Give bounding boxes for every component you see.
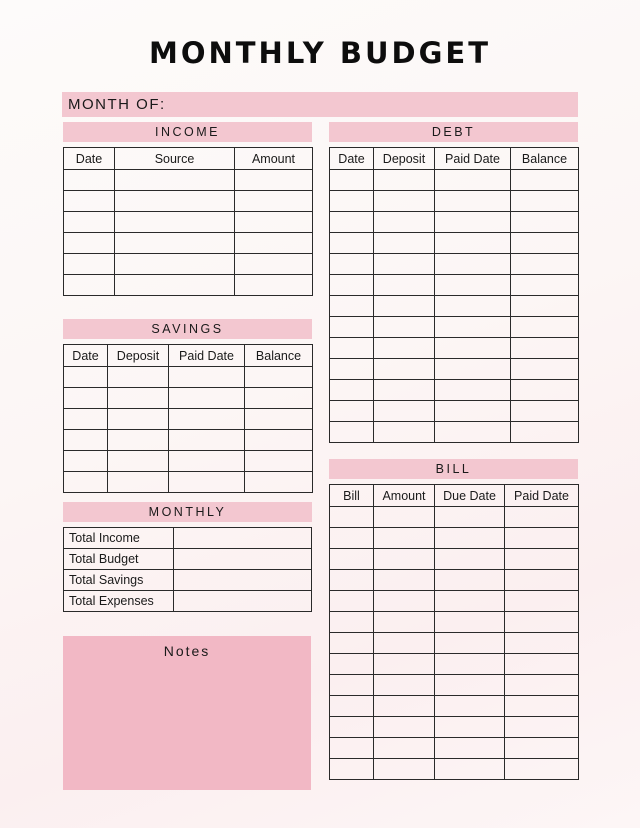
debt-cell[interactable] xyxy=(435,275,511,296)
bill-cell[interactable] xyxy=(330,759,374,780)
savings-col-date: Date xyxy=(64,345,108,367)
bill-col-paid-date: Paid Date xyxy=(505,485,579,507)
debt-cell[interactable] xyxy=(374,317,435,338)
bill-cell[interactable] xyxy=(374,507,435,528)
income-cell[interactable] xyxy=(115,275,235,296)
bill-cell[interactable] xyxy=(435,738,505,759)
bill-header: BILL xyxy=(329,459,578,479)
bill-cell[interactable] xyxy=(435,759,505,780)
bill-cell[interactable] xyxy=(505,507,579,528)
income-cell[interactable] xyxy=(64,233,115,254)
bill-cell[interactable] xyxy=(330,696,374,717)
monthly-row-total-expenses xyxy=(64,591,312,612)
bill-row xyxy=(330,717,579,738)
income-cell[interactable] xyxy=(235,212,313,233)
debt-cell[interactable] xyxy=(374,170,435,191)
income-cell[interactable] xyxy=(115,191,235,212)
debt-cell[interactable] xyxy=(374,380,435,401)
savings-cell[interactable] xyxy=(108,472,169,493)
income-cell[interactable] xyxy=(235,170,313,191)
savings-cell[interactable] xyxy=(64,388,108,409)
debt-row xyxy=(330,296,579,317)
bill-cell[interactable] xyxy=(330,633,374,654)
bill-row xyxy=(330,759,579,780)
total-income-value[interactable] xyxy=(174,528,312,549)
debt-row xyxy=(330,359,579,380)
debt-cell[interactable] xyxy=(435,296,511,317)
monthly-header: MONTHLY xyxy=(63,502,312,522)
bill-row xyxy=(330,675,579,696)
savings-row xyxy=(64,451,313,472)
bill-cell[interactable] xyxy=(374,612,435,633)
debt-row xyxy=(330,401,579,422)
bill-cell[interactable] xyxy=(435,717,505,738)
debt-cell[interactable] xyxy=(330,254,374,275)
debt-col-date: Date xyxy=(330,148,374,170)
debt-row xyxy=(330,380,579,401)
debt-cell[interactable] xyxy=(435,191,511,212)
savings-col-deposit: Deposit xyxy=(108,345,169,367)
savings-cell[interactable] xyxy=(169,367,245,388)
savings-row xyxy=(64,472,313,493)
debt-cell[interactable] xyxy=(330,191,374,212)
bill-col-bill: Bill xyxy=(330,485,374,507)
debt-cell[interactable] xyxy=(374,233,435,254)
debt-cell[interactable] xyxy=(435,212,511,233)
savings-row xyxy=(64,430,313,451)
income-cell[interactable] xyxy=(115,212,235,233)
debt-cell[interactable] xyxy=(511,422,579,443)
savings-row xyxy=(64,409,313,430)
debt-cell[interactable] xyxy=(330,275,374,296)
debt-cell[interactable] xyxy=(435,338,511,359)
bill-cell[interactable] xyxy=(505,633,579,654)
bill-cell[interactable] xyxy=(330,591,374,612)
bill-row xyxy=(330,633,579,654)
monthly-row-total-budget xyxy=(64,549,312,570)
debt-cell[interactable] xyxy=(330,233,374,254)
debt-cell[interactable] xyxy=(435,254,511,275)
income-col-date: Date xyxy=(64,148,115,170)
debt-row xyxy=(330,317,579,338)
bill-cell[interactable] xyxy=(330,549,374,570)
bill-cell[interactable] xyxy=(505,696,579,717)
savings-cell[interactable] xyxy=(64,430,108,451)
bill-cell[interactable] xyxy=(374,591,435,612)
bill-row xyxy=(330,591,579,612)
savings-cell[interactable] xyxy=(64,367,108,388)
debt-col-deposit: Deposit xyxy=(374,148,435,170)
debt-cell[interactable] xyxy=(511,170,579,191)
debt-cell[interactable] xyxy=(511,401,579,422)
bill-cell[interactable] xyxy=(374,738,435,759)
bill-cell[interactable] xyxy=(374,633,435,654)
savings-cell[interactable] xyxy=(245,430,313,451)
income-cell[interactable] xyxy=(235,191,313,212)
bill-cell[interactable] xyxy=(435,528,505,549)
page-title: MONTHLY BUDGET xyxy=(148,36,491,70)
income-cell[interactable] xyxy=(64,212,115,233)
debt-cell[interactable] xyxy=(330,296,374,317)
debt-cell[interactable] xyxy=(435,170,511,191)
debt-header-row xyxy=(330,148,579,170)
savings-cell[interactable] xyxy=(169,430,245,451)
debt-col-balance: Balance xyxy=(511,148,579,170)
bill-cell[interactable] xyxy=(505,654,579,675)
bill-cell[interactable] xyxy=(505,738,579,759)
savings-cell[interactable] xyxy=(245,451,313,472)
debt-cell[interactable] xyxy=(330,401,374,422)
bill-cell[interactable] xyxy=(374,528,435,549)
debt-cell[interactable] xyxy=(435,380,511,401)
savings-cell[interactable] xyxy=(245,409,313,430)
income-header-row xyxy=(64,148,313,170)
total-savings-value[interactable] xyxy=(174,570,312,591)
savings-cell[interactable] xyxy=(245,367,313,388)
bill-cell[interactable] xyxy=(435,675,505,696)
debt-cell[interactable] xyxy=(374,401,435,422)
bill-cell[interactable] xyxy=(435,696,505,717)
income-table xyxy=(63,147,313,296)
savings-cell[interactable] xyxy=(169,451,245,472)
debt-cell[interactable] xyxy=(435,422,511,443)
income-col-source: Source xyxy=(115,148,235,170)
bill-cell[interactable] xyxy=(505,591,579,612)
debt-cell[interactable] xyxy=(511,275,579,296)
savings-header: SAVINGS xyxy=(63,319,312,339)
total-savings-label: Total Savings xyxy=(64,570,174,591)
bill-row xyxy=(330,570,579,591)
bill-cell[interactable] xyxy=(505,675,579,696)
debt-cell[interactable] xyxy=(511,233,579,254)
bill-cell[interactable] xyxy=(435,612,505,633)
bill-cell[interactable] xyxy=(505,759,579,780)
bill-col-amount: Amount xyxy=(374,485,435,507)
debt-row xyxy=(330,254,579,275)
income-cell[interactable] xyxy=(115,254,235,275)
debt-cell[interactable] xyxy=(511,296,579,317)
debt-cell[interactable] xyxy=(374,338,435,359)
bill-cell[interactable] xyxy=(505,717,579,738)
income-row xyxy=(64,212,313,233)
bill-row xyxy=(330,612,579,633)
savings-cell[interactable] xyxy=(169,409,245,430)
savings-col-paid-date: Paid Date xyxy=(169,345,245,367)
total-budget-label: Total Budget xyxy=(64,549,174,570)
debt-cell[interactable] xyxy=(330,170,374,191)
bill-cell[interactable] xyxy=(330,738,374,759)
bill-cell[interactable] xyxy=(505,570,579,591)
bill-cell[interactable] xyxy=(374,570,435,591)
savings-cell[interactable] xyxy=(108,409,169,430)
savings-cell[interactable] xyxy=(64,472,108,493)
income-cell[interactable] xyxy=(115,170,235,191)
bill-cell[interactable] xyxy=(330,528,374,549)
bill-col-due-date: Due Date xyxy=(435,485,505,507)
bill-cell[interactable] xyxy=(330,654,374,675)
income-row xyxy=(64,233,313,254)
savings-header-row xyxy=(64,345,313,367)
debt-row xyxy=(330,170,579,191)
debt-cell[interactable] xyxy=(374,254,435,275)
bill-row xyxy=(330,528,579,549)
savings-cell[interactable] xyxy=(108,451,169,472)
debt-cell[interactable] xyxy=(511,212,579,233)
debt-cell[interactable] xyxy=(435,317,511,338)
bill-row xyxy=(330,654,579,675)
bill-cell[interactable] xyxy=(330,507,374,528)
income-row xyxy=(64,254,313,275)
bill-cell[interactable] xyxy=(435,507,505,528)
debt-cell[interactable] xyxy=(511,191,579,212)
bill-cell[interactable] xyxy=(505,528,579,549)
bill-cell[interactable] xyxy=(330,717,374,738)
bill-row xyxy=(330,738,579,759)
debt-table xyxy=(329,147,579,443)
bill-row xyxy=(330,507,579,528)
income-cell[interactable] xyxy=(64,254,115,275)
bill-cell[interactable] xyxy=(435,654,505,675)
bill-row xyxy=(330,549,579,570)
debt-row xyxy=(330,422,579,443)
debt-cell[interactable] xyxy=(435,401,511,422)
total-expenses-label: Total Expenses xyxy=(64,591,174,612)
debt-cell[interactable] xyxy=(511,338,579,359)
income-row xyxy=(64,275,313,296)
bill-header-row xyxy=(330,485,579,507)
month-of-label: MONTH OF: xyxy=(68,96,166,113)
debt-cell[interactable] xyxy=(330,317,374,338)
debt-col-paid-date: Paid Date xyxy=(435,148,511,170)
bill-cell[interactable] xyxy=(374,675,435,696)
savings-cell[interactable] xyxy=(108,388,169,409)
bill-row xyxy=(330,696,579,717)
monthly-row-total-income xyxy=(64,528,312,549)
debt-cell[interactable] xyxy=(374,212,435,233)
savings-cell[interactable] xyxy=(108,430,169,451)
bill-cell[interactable] xyxy=(330,570,374,591)
bill-cell[interactable] xyxy=(435,570,505,591)
debt-cell[interactable] xyxy=(374,422,435,443)
debt-row xyxy=(330,191,579,212)
bill-cell[interactable] xyxy=(374,717,435,738)
debt-cell[interactable] xyxy=(511,380,579,401)
debt-cell[interactable] xyxy=(435,233,511,254)
bill-cell[interactable] xyxy=(374,759,435,780)
debt-cell[interactable] xyxy=(374,275,435,296)
bill-cell[interactable] xyxy=(435,549,505,570)
monthly-row-total-savings xyxy=(64,570,312,591)
savings-cell[interactable] xyxy=(64,451,108,472)
savings-cell[interactable] xyxy=(169,472,245,493)
bill-cell[interactable] xyxy=(435,591,505,612)
bill-cell[interactable] xyxy=(374,654,435,675)
debt-header: DEBT xyxy=(329,122,578,142)
income-row xyxy=(64,170,313,191)
income-cell[interactable] xyxy=(235,275,313,296)
income-header: INCOME xyxy=(63,122,312,142)
debt-cell[interactable] xyxy=(330,212,374,233)
savings-cell[interactable] xyxy=(64,409,108,430)
savings-col-balance: Balance xyxy=(245,345,313,367)
income-row xyxy=(64,191,313,212)
debt-cell[interactable] xyxy=(330,359,374,380)
bill-cell[interactable] xyxy=(505,612,579,633)
bill-cell[interactable] xyxy=(330,675,374,696)
savings-cell[interactable] xyxy=(169,388,245,409)
debt-cell[interactable] xyxy=(374,191,435,212)
monthly-table xyxy=(63,527,312,612)
bill-cell[interactable] xyxy=(505,549,579,570)
notes-title: Notes xyxy=(163,643,211,659)
total-income-label: Total Income xyxy=(64,528,174,549)
savings-cell[interactable] xyxy=(245,388,313,409)
bill-table xyxy=(329,484,579,780)
income-cell[interactable] xyxy=(235,233,313,254)
debt-row xyxy=(330,338,579,359)
income-cell[interactable] xyxy=(235,254,313,275)
debt-row xyxy=(330,275,579,296)
debt-cell[interactable] xyxy=(511,254,579,275)
bill-cell[interactable] xyxy=(435,633,505,654)
debt-cell[interactable] xyxy=(374,359,435,380)
debt-cell[interactable] xyxy=(330,338,374,359)
savings-table xyxy=(63,344,313,493)
debt-row xyxy=(330,212,579,233)
debt-cell[interactable] xyxy=(435,359,511,380)
income-cell[interactable] xyxy=(64,191,115,212)
savings-row xyxy=(64,388,313,409)
debt-cell[interactable] xyxy=(511,359,579,380)
savings-cell[interactable] xyxy=(245,472,313,493)
savings-cell[interactable] xyxy=(108,367,169,388)
notes-box[interactable] xyxy=(63,636,311,790)
debt-cell[interactable] xyxy=(330,422,374,443)
debt-cell[interactable] xyxy=(330,380,374,401)
debt-row xyxy=(330,233,579,254)
bill-cell[interactable] xyxy=(374,696,435,717)
bill-cell[interactable] xyxy=(330,612,374,633)
income-cell[interactable] xyxy=(64,275,115,296)
debt-cell[interactable] xyxy=(511,317,579,338)
total-expenses-value[interactable] xyxy=(174,591,312,612)
income-cell[interactable] xyxy=(64,170,115,191)
bill-cell[interactable] xyxy=(374,549,435,570)
income-cell[interactable] xyxy=(115,233,235,254)
savings-row xyxy=(64,367,313,388)
total-budget-value[interactable] xyxy=(174,549,312,570)
income-col-amount: Amount xyxy=(235,148,313,170)
month-of-field[interactable] xyxy=(62,92,578,117)
debt-cell[interactable] xyxy=(374,296,435,317)
